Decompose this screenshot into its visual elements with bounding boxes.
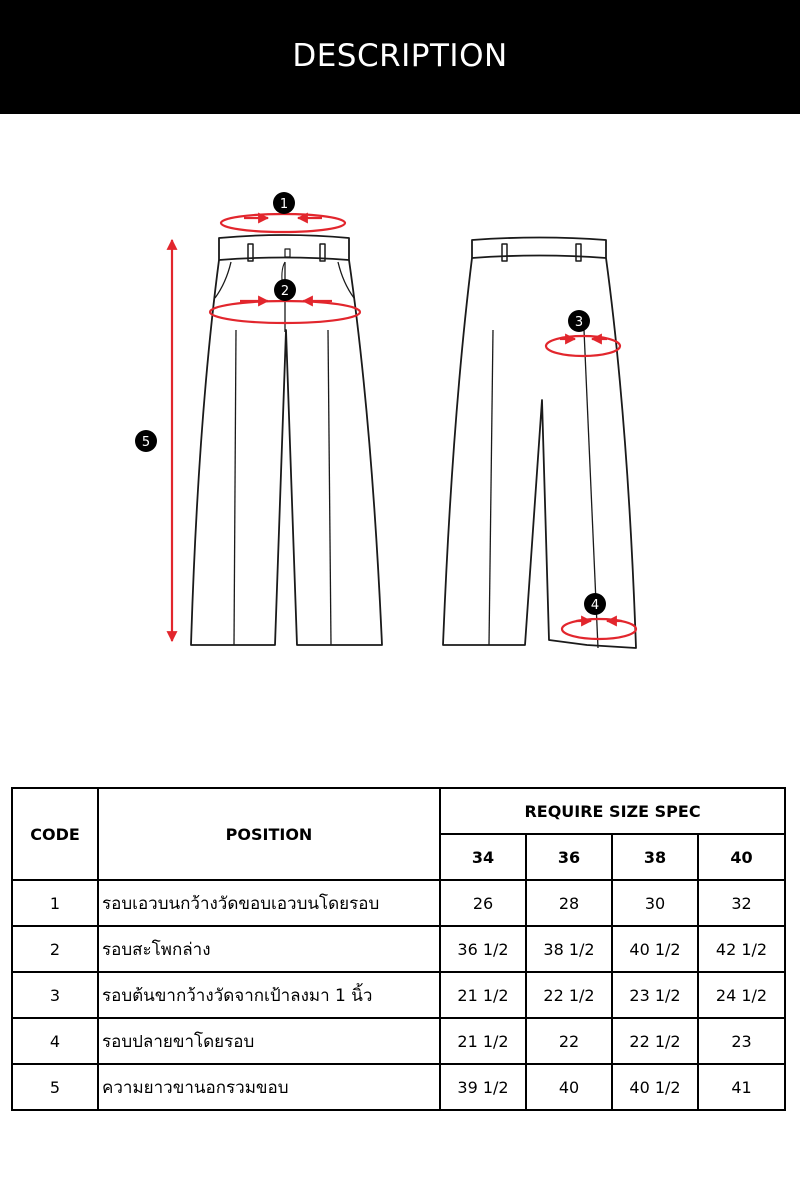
marker-5-label: 5 [141, 435, 151, 450]
code-cell: 2 [12, 926, 98, 972]
length-measure-indicator [135, 240, 172, 641]
back-pants-drawing [443, 238, 636, 649]
value-cell: 24 1/2 [698, 972, 785, 1018]
size-header: 36 [526, 834, 612, 880]
page-title: DESCRIPTION [292, 38, 508, 74]
value-cell: 40 1/2 [612, 1064, 698, 1110]
code-column-header: CODE [12, 788, 98, 880]
value-cell: 39 1/2 [440, 1064, 526, 1110]
value-cell: 36 1/2 [440, 926, 526, 972]
position-column-header: POSITION [98, 788, 440, 880]
code-cell: 1 [12, 880, 98, 926]
marker-1-label: 1 [279, 197, 289, 212]
table-row [12, 1018, 785, 1064]
table-row [12, 1064, 785, 1110]
pants-measurement-diagram [0, 114, 800, 734]
position-cell: รอบปลายขาโดยรอบ [98, 1018, 440, 1064]
marker-2-label: 2 [280, 284, 290, 299]
size-spec-table [11, 787, 786, 1111]
value-cell: 22 1/2 [526, 972, 612, 1018]
code-cell: 4 [12, 1018, 98, 1064]
code-cell: 5 [12, 1064, 98, 1110]
table-row [12, 880, 785, 926]
size-header: 34 [440, 834, 526, 880]
value-cell: 26 [440, 880, 526, 926]
value-cell: 40 1/2 [612, 926, 698, 972]
value-cell: 30 [612, 880, 698, 926]
value-cell: 42 1/2 [698, 926, 785, 972]
table-row [12, 926, 785, 972]
table-row [12, 972, 785, 1018]
value-cell: 22 [526, 1018, 612, 1064]
header-bar [0, 0, 800, 114]
size-header: 40 [698, 834, 785, 880]
value-cell: 32 [698, 880, 785, 926]
value-cell: 21 1/2 [440, 1018, 526, 1064]
position-cell: รอบต้นขากว้างวัดจากเป้าลงมา 1 นิ้ว [98, 972, 440, 1018]
marker-4-label: 4 [590, 598, 600, 613]
size-spec-header: REQUIRE SIZE SPEC [440, 788, 785, 834]
position-cell: รอบสะโพกล่าง [98, 926, 440, 972]
code-cell: 3 [12, 972, 98, 1018]
waist-measure-indicator [221, 192, 345, 232]
value-cell: 22 1/2 [612, 1018, 698, 1064]
value-cell: 23 [698, 1018, 785, 1064]
size-header: 38 [612, 834, 698, 880]
marker-3-label: 3 [574, 315, 584, 330]
value-cell: 40 [526, 1064, 612, 1110]
value-cell: 38 1/2 [526, 926, 612, 972]
value-cell: 28 [526, 880, 612, 926]
value-cell: 23 1/2 [612, 972, 698, 1018]
position-cell: รอบเอวบนกว้างวัดขอบเอวบนโดยรอบ [98, 880, 440, 926]
value-cell: 41 [698, 1064, 785, 1110]
value-cell: 21 1/2 [440, 972, 526, 1018]
position-cell: ความยาวขานอกรวมขอบ [98, 1064, 440, 1110]
